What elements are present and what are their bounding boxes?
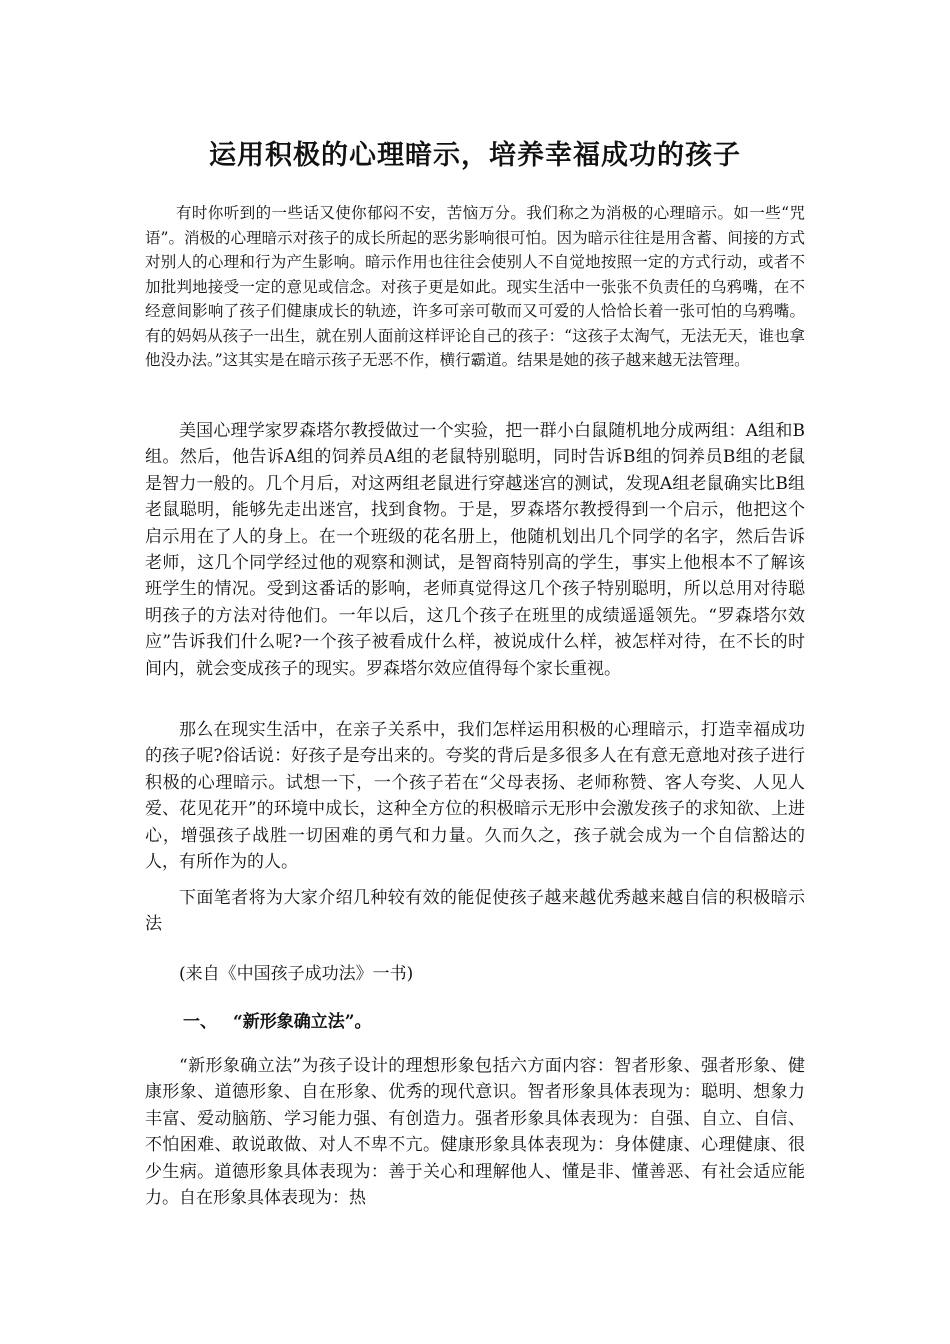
paragraph-introduction: 下面笔者将为大家介绍几种较有效的能促使孩子越来越优秀越来越自信的积极暗示法 bbox=[145, 888, 805, 935]
section-heading-text: “新形象确立法”。 bbox=[233, 1012, 372, 1032]
paragraph-positive-suggestion: 那么在现实生活中，在亲子关系中，我们怎样运用积极的心理暗示，打造幸福成功的孩子呢?俗话说：好孩子是夸出来的。夸奖的背后是多很多人在有意无意地对孩子进行积极的心理暗示。试想一下，一个孩子若在“父母表扬、老师称赞、客人夸奖、人见人爱、花见花开”的环境中成长，这种全方位的积极暗示无形中会激发孩子的求知欲、上进心，增强孩子战胜一切困难的勇气和力量。久而久之，孩子就会成为一个自信豁达的人，有所作为的人。 bbox=[145, 720, 805, 873]
section-heading bbox=[183, 1009, 372, 1035]
paragraph-rosenthal-experiment: 美国心理学家罗森塔尔教授做过一个实验，把一群小白鼠随机地分成两组：A组和B组。然后，他告诉A组的饲养员A组的老鼠特别聪明，同时告诉B组的饲养员B组的老鼠是智力一般的。几个月后，对这两组老鼠进行穿越迷宫的测试，发现A组老鼠确实比B组老鼠聪明，能够先走出迷宫，找到食物。于是，罗森塔尔教授得到一个启示，他把这个启示用在了人的身上。在一个班级的花名册上，他随机划出几个同学的名字，然后告诉老师，这几个同学经过他的观察和测试，是智商特别高的学生，事实上他根本不了解该班学生的情况。受到这番话的影响，老师真觉得这几个孩子特别聪明，所以总用对待聪明孩子的方法对待他们。一年以后，这几个孩子在班里的成绩遥遥领先。“罗森塔尔效应”告诉我们什么呢?一个孩子被看成什么样，被说成什么样，被怎样对待，在不长的时间内，就会变成孩子的现实。罗森塔尔效应值得每个家长重视。 bbox=[145, 421, 805, 679]
paragraph-new-image-method: “新形象确立法”为孩子设计的理想形象包括六方面内容：智者形象、强者形象、健康形象、道德形象、自在形象、优秀的现代意识。智者形象具体表现为：聪明、想象力丰富、爱动脑筋、学习能力强、有创造力。强者形象具体表现为：自强、自立、自信、不怕困难、敢说敢做、对人不卑不亢。健康形象具体表现为：身体健康、心理健康、很少生病。道德形象具体表现为：善于关心和理解他人、懂是非、懂善恶、有社会适应能力。自在形象具体表现为：热 bbox=[145, 1056, 805, 1209]
paragraph-negative-suggestion: 有时你听到的一些话又使你郁闷不安，苦恼万分。我们称之为消极的心理暗示。如一些“咒语”。消极的心理暗示对孩子的成长所起的恶劣影响很可怕。因为暗示往往是用含蓄、间接的方式对别人的心理和行为产生影响。暗示作用也往往会使别人不自觉地按照一定的方式行动，或者不加批判地接受一定的意见或信念。对孩子更是如此。现实生活中一张张不负责任的乌鸦嘴，在不经意间影响了孩子们健康成长的轨迹，许多可亲可敬而又可爱的人恰恰长着一张可怕的乌鸦嘴。有的妈妈从孩子一出生，就在别人面前这样评论自己的孩子：“这孩子太淘气，无法无天，谁也拿他没办法。”这其实是在暗示孩子无恶不作，横行霸道。结果是她的孩子越来越无法管理。 bbox=[145, 204, 805, 369]
paragraph-source: (来自《中国孩子成功法》一书) bbox=[179, 964, 414, 984]
section-heading-number: 一、 bbox=[183, 1012, 217, 1032]
document-title: 运用积极的心理暗示，培养幸福成功的孩子 bbox=[209, 140, 741, 171]
